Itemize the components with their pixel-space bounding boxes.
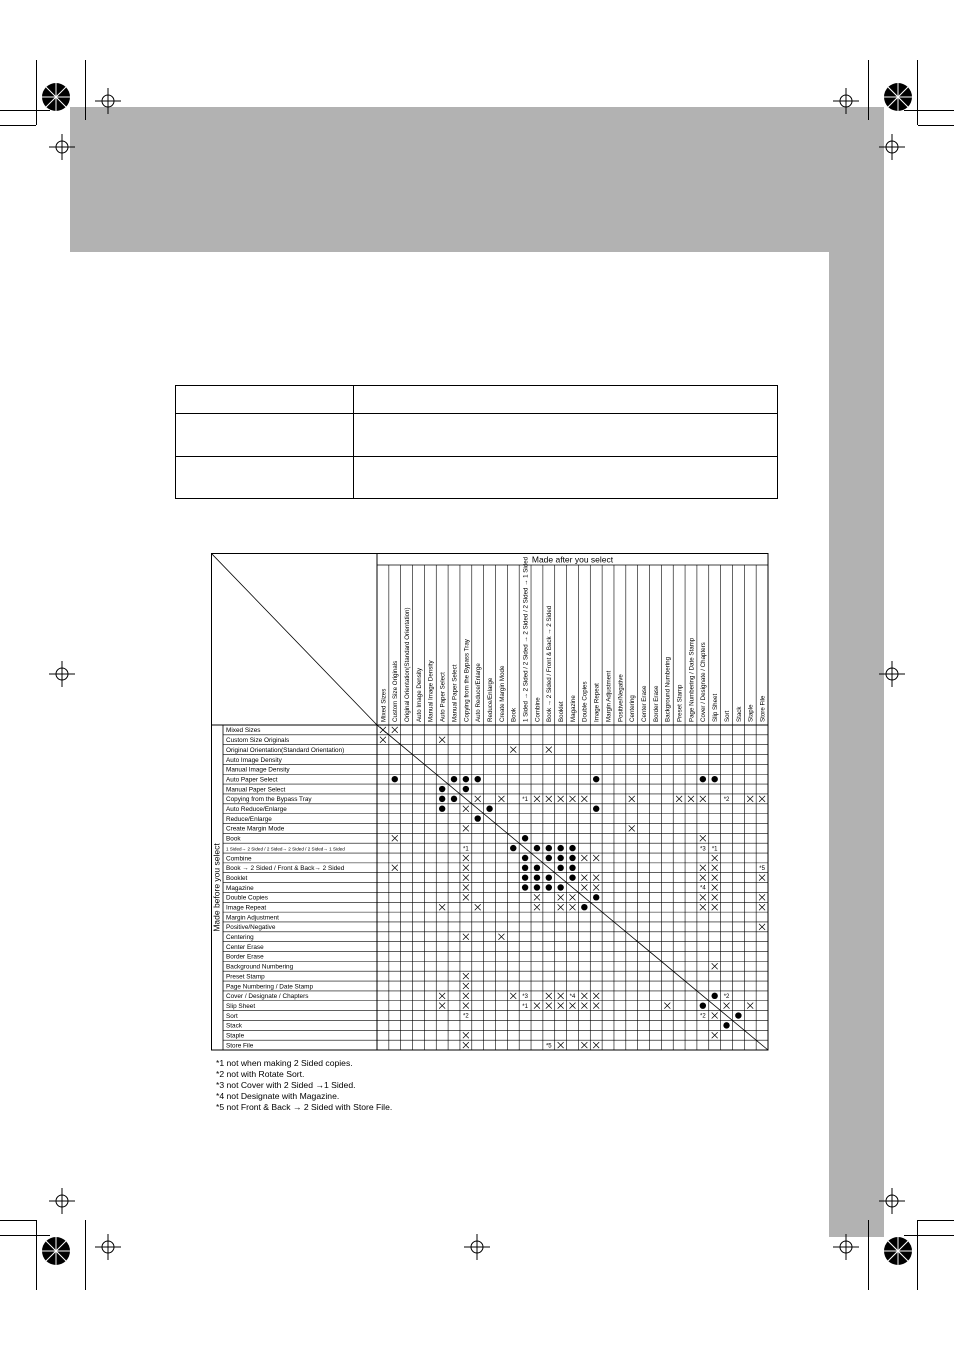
cell-cross — [581, 855, 587, 861]
row-label: Book → 2 Sided / Front & Back→ 2 Sided — [226, 865, 345, 873]
row-label: Auto Reduce/Enlarge — [226, 806, 287, 814]
cell-note: *3 — [699, 846, 706, 853]
cell-note: *2 — [723, 994, 730, 1001]
cell-dot — [439, 796, 445, 802]
cell-note: *1 — [463, 846, 469, 853]
cell-cross — [712, 1013, 718, 1019]
cell-dot — [557, 855, 563, 861]
row-label: Manual Paper Select — [226, 786, 286, 794]
cell-cross — [676, 796, 682, 802]
cell-note: *1 — [522, 1003, 528, 1010]
cell-cross — [593, 993, 599, 999]
row-label: Border Erase — [226, 953, 264, 961]
column-label: Background Numbering — [664, 656, 672, 722]
column-label: Store File — [759, 695, 767, 722]
cell-dot — [569, 855, 575, 861]
cell-cross — [534, 1003, 540, 1009]
row-label: Stack — [226, 1022, 242, 1030]
cell-dot — [546, 874, 552, 880]
cell-dot — [581, 904, 587, 910]
cell-dot — [439, 806, 445, 812]
row-label: Slip Sheet — [226, 1002, 256, 1010]
cell-dot — [451, 776, 457, 782]
cell-dot — [475, 815, 481, 821]
cell-cross — [700, 796, 706, 802]
cell-dot — [534, 845, 540, 851]
cell-cross — [581, 885, 587, 891]
cell-note: *5 — [545, 1043, 552, 1050]
cell-cross — [712, 904, 718, 910]
cell-cross — [593, 855, 599, 861]
page-side-band — [829, 252, 884, 1237]
cell-cross — [581, 796, 587, 802]
cell-dot — [546, 845, 552, 851]
cell-cross — [498, 796, 504, 802]
cell-note: *2 — [699, 1013, 706, 1020]
function-compatibility-matrix — [211, 553, 771, 1053]
cell-dot — [593, 776, 599, 782]
cell-cross — [581, 875, 587, 881]
row-label: Auto Paper Select — [226, 776, 278, 784]
column-label: Auto Image Density — [415, 668, 423, 722]
matrix-top-header: Made after you select — [531, 554, 614, 565]
cell-dot — [569, 874, 575, 880]
footnote: *2 not with Rotate Sort. — [216, 1069, 305, 1080]
cell-dot — [463, 786, 469, 792]
row-label: Page Numbering / Date Stamp — [226, 983, 314, 991]
row-label: Preset Stamp — [226, 973, 265, 981]
cell-cross — [498, 934, 504, 940]
cell-dot — [700, 776, 706, 782]
matrix-corner-diagonal — [211, 553, 377, 725]
cell-cross — [463, 934, 469, 940]
cell-dot — [557, 845, 563, 851]
cell-dot — [546, 884, 552, 890]
cell-cross — [712, 894, 718, 900]
column-label: Centering — [629, 695, 637, 722]
cell-cross — [712, 855, 718, 861]
cell-note: *4 — [569, 994, 576, 1001]
cell-note: *5 — [759, 866, 765, 873]
cell-cross — [463, 885, 469, 891]
cell-cross — [712, 865, 718, 871]
cell-cross — [570, 904, 576, 910]
cell-dot — [486, 806, 492, 812]
cell-dot — [522, 884, 528, 890]
cell-cross — [463, 1003, 469, 1009]
cell-dot — [463, 776, 469, 782]
cell-cross — [593, 875, 599, 881]
cell-note: *1 — [522, 797, 528, 804]
cell-dot — [546, 855, 552, 861]
cell-cross — [558, 796, 564, 802]
cell-dot — [700, 1002, 706, 1008]
cell-cross — [570, 796, 576, 802]
cell-cross — [712, 885, 718, 891]
matrix-diagonal — [377, 725, 768, 1050]
cell-cross — [712, 963, 718, 969]
cell-note: *2 — [723, 797, 730, 804]
column-label: Booklet — [558, 701, 566, 722]
cell-cross — [570, 894, 576, 900]
column-label: Preset Stamp — [676, 684, 684, 722]
cell-cross — [534, 904, 540, 910]
column-label: Center Erase — [640, 685, 648, 722]
cell-cross — [463, 806, 469, 812]
column-label: Slip Sheet — [712, 693, 720, 722]
cell-dot — [723, 1022, 729, 1028]
cell-cross — [712, 1032, 718, 1038]
cell-cross — [463, 855, 469, 861]
cell-dot — [522, 855, 528, 861]
row-label: Custom Size Originals — [226, 737, 290, 745]
column-label: Book — [510, 707, 518, 722]
cell-cross — [593, 1042, 599, 1048]
cell-dot — [522, 835, 528, 841]
row-label: Margin Adjustment — [226, 914, 279, 922]
row-label: Auto Image Density — [226, 756, 282, 764]
column-label: Book → 2 Sided / Front & Back → 2 Sided — [546, 605, 554, 722]
column-label: Margin Adjustment — [605, 670, 613, 722]
cell-cross — [759, 924, 765, 930]
column-label: Border Erase — [652, 685, 660, 722]
row-label: Center Erase — [226, 943, 264, 951]
cell-dot — [534, 874, 540, 880]
cell-note: *1 — [711, 846, 718, 853]
cell-dot — [392, 776, 398, 782]
row-label: Booklet — [226, 874, 248, 882]
cell-cross — [593, 885, 599, 891]
cell-dot — [522, 874, 528, 880]
matrix-side-header: Made before you select — [211, 843, 222, 932]
cell-cross — [593, 1003, 599, 1009]
cell-dot — [711, 776, 717, 782]
cell-dot — [522, 865, 528, 871]
cell-cross — [439, 1003, 445, 1009]
cell-note: *2 — [463, 1013, 469, 1020]
row-label: Staple — [226, 1032, 245, 1040]
cell-cross — [558, 1003, 564, 1009]
row-label: Magazine — [226, 884, 254, 892]
cell-dot — [534, 865, 540, 871]
cell-cross — [510, 747, 516, 753]
cell-cross — [510, 993, 516, 999]
empty-table — [175, 385, 778, 499]
column-label: Magazine — [569, 695, 577, 722]
row-label: Create Margin Mode — [226, 825, 285, 833]
cell-cross — [759, 904, 765, 910]
row-label: Background Numbering — [226, 963, 294, 971]
cell-dot — [557, 865, 563, 871]
table-row-divider — [176, 413, 777, 414]
column-label: Cover / Designate / Chapters — [700, 642, 708, 722]
row-label: Image Repeat — [226, 904, 267, 912]
cell-cross — [724, 1003, 730, 1009]
row-label: Combine — [226, 855, 252, 863]
page-header-band — [70, 107, 884, 252]
cell-cross — [534, 796, 540, 802]
cell-cross — [546, 796, 552, 802]
column-label: Stack — [735, 706, 743, 722]
cell-cross — [546, 1003, 552, 1009]
column-label: Original Orientation(Standard Orientation) — [404, 607, 412, 722]
cell-dot — [557, 884, 563, 890]
row-label: Mixed Sizes — [226, 727, 261, 735]
row-label: Double Copies — [226, 894, 268, 902]
cell-cross — [392, 727, 398, 733]
cell-dot — [534, 884, 540, 890]
column-label: Page Numbering / Date Stamp — [688, 637, 696, 722]
row-label: Book — [226, 835, 241, 843]
cell-dot — [510, 845, 516, 851]
row-label: Reduce/Enlarge — [226, 815, 272, 823]
cell-dot — [711, 993, 717, 999]
table-column-divider — [353, 386, 354, 498]
row-label: Cover / Designate / Chapters — [226, 993, 309, 1001]
cell-cross — [463, 894, 469, 900]
cell-cross — [546, 747, 552, 753]
cell-dot — [735, 1012, 741, 1018]
footnotes — [216, 1058, 392, 1113]
cell-cross — [700, 835, 706, 841]
cell-cross — [380, 737, 386, 743]
cell-cross — [534, 894, 540, 900]
cell-cross — [629, 796, 635, 802]
cell-dot — [451, 796, 457, 802]
cell-cross — [558, 1042, 564, 1048]
row-label: Copying from the Bypass Tray — [226, 796, 312, 804]
column-label: Reduce/Enlarge — [486, 677, 494, 722]
cell-cross — [439, 904, 445, 910]
cell-cross — [546, 993, 552, 999]
cell-cross — [581, 1042, 587, 1048]
cell-cross — [570, 1003, 576, 1009]
cell-cross — [463, 973, 469, 979]
cell-note: *3 — [522, 994, 528, 1001]
cell-cross — [475, 796, 481, 802]
column-label: Double Copies — [581, 681, 589, 722]
cell-dot — [569, 865, 575, 871]
column-label: Auto Paper Select — [439, 672, 447, 722]
column-label: Copying from the Bypass Tray — [463, 639, 471, 722]
column-label: Create Margin Mode — [498, 665, 506, 722]
column-label: 1 Sided → 2 Sided / 2 Sided → 2 Sided / 2 Sided → 1 Sided — [522, 556, 530, 722]
cell-cross — [463, 825, 469, 831]
footnote: *1 not when making 2 Sided copies. — [216, 1058, 353, 1068]
cell-cross — [463, 1042, 469, 1048]
column-label: Staple — [747, 704, 755, 722]
column-label: Manual Image Density — [427, 660, 435, 722]
cell-cross — [463, 865, 469, 871]
column-label: Manual Paper Select — [451, 664, 459, 722]
row-label: 1 Sided→ 2 Sided / 2 Sided→ 2 Sided / 2 Sided→ 1 Sided — [226, 846, 345, 852]
cell-note: *4 — [699, 885, 706, 892]
cell-cross — [712, 875, 718, 881]
cell-cross — [439, 737, 445, 743]
row-label: Sort — [226, 1012, 238, 1020]
cell-cross — [392, 835, 398, 841]
column-label: Mixed Sizes — [380, 688, 388, 722]
cell-cross — [581, 993, 587, 999]
cell-cross — [688, 796, 694, 802]
cell-cross — [759, 875, 765, 881]
column-label: Combine — [534, 697, 542, 722]
table-row-divider — [176, 456, 777, 457]
column-label: Image Repeat — [593, 683, 601, 722]
cell-cross — [558, 993, 564, 999]
cell-cross — [700, 865, 706, 871]
column-label: Positive/Negative — [617, 674, 625, 722]
row-label: Original Orientation(Standard Orientation) — [226, 746, 345, 754]
cell-cross — [759, 796, 765, 802]
row-label: Store File — [226, 1042, 254, 1050]
cell-dot — [593, 894, 599, 900]
cell-cross — [664, 1003, 670, 1009]
cell-cross — [759, 894, 765, 900]
footnote: *5 not Front & Back → 2 Sided with Store File. — [216, 1102, 393, 1113]
cell-cross — [380, 727, 386, 733]
cell-cross — [463, 983, 469, 989]
row-label: Manual Image Density — [226, 766, 290, 774]
cell-cross — [629, 825, 635, 831]
cell-cross — [747, 796, 753, 802]
cell-cross — [747, 1003, 753, 1009]
cell-cross — [558, 904, 564, 910]
cell-cross — [463, 993, 469, 999]
cell-cross — [392, 865, 398, 871]
column-label: Custom Size Originals — [392, 660, 400, 722]
cell-dot — [439, 786, 445, 792]
cell-dot — [593, 806, 599, 812]
cell-dot — [475, 776, 481, 782]
cell-cross — [439, 993, 445, 999]
cell-cross — [558, 894, 564, 900]
footnote: *4 not Designate with Magazine. — [216, 1091, 340, 1102]
column-label: Sort — [723, 710, 731, 722]
row-label: Centering — [226, 934, 254, 942]
cell-cross — [475, 904, 481, 910]
cell-cross — [463, 875, 469, 881]
cell-cross — [700, 894, 706, 900]
cell-cross — [700, 875, 706, 881]
cell-cross — [463, 1032, 469, 1038]
cell-cross — [700, 904, 706, 910]
cell-dot — [569, 845, 575, 851]
footnote: *3 not Cover with 2 Sided →1 Sided. — [216, 1080, 356, 1091]
column-label: Auto Reduce/Enlarge — [475, 663, 483, 722]
cell-cross — [581, 1003, 587, 1009]
row-label: Positive/Negative — [226, 924, 276, 932]
